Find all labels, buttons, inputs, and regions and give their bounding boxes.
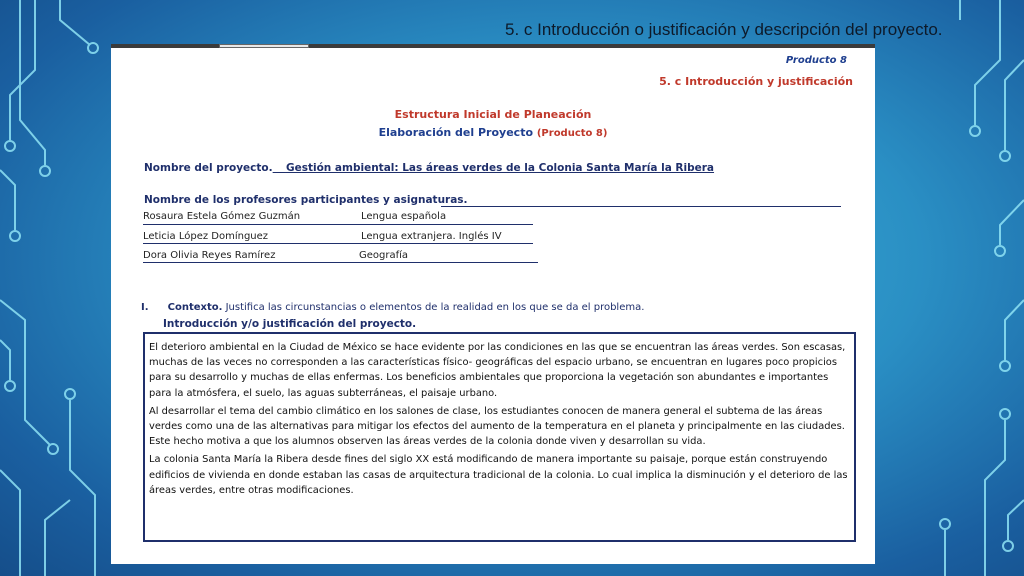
context-line bbox=[141, 302, 644, 313]
section-label: 5. c Introducción y justificación bbox=[659, 75, 853, 88]
document-subheading bbox=[111, 126, 875, 139]
document-heading: Estructura Inicial de Planeación bbox=[394, 108, 592, 121]
subheading-product: (Producto 8) bbox=[536, 128, 608, 139]
slide-title: 5. c Introducción o justificación y descripción del proyecto. bbox=[505, 20, 943, 39]
teacher-subject-2: Lengua extranjera. Inglés IV bbox=[361, 231, 502, 242]
teacher-rule-3 bbox=[143, 262, 538, 263]
teachers-label: Nombre de los profesores participantes y asignaturas. bbox=[144, 194, 468, 206]
teacher-name-3: Dora Olivia Reyes Ramírez bbox=[143, 250, 276, 261]
teacher-subject-1: Lengua española bbox=[361, 211, 447, 222]
project-name-label: Nombre del proyecto. bbox=[144, 162, 273, 174]
teacher-subject-3: Geografía bbox=[359, 250, 409, 261]
project-name-row bbox=[144, 162, 714, 174]
context-title: Contexto. bbox=[167, 302, 223, 313]
context-text: Justifica las circunstancias o elementos de la realidad en los que se da el problema. bbox=[225, 302, 645, 313]
teacher-name-2: Leticia López Domínguez bbox=[143, 231, 269, 242]
paragraph-2: Al desarrollar el tema del cambio climático en los salones de clase, los estudiantes conocen de manera general el subtema de las áreas verdes como una de las alternativas para mitigar los efectos del aumento de la temperatura en el planeta y principalmente en las ciudades. Este hecho motiva a que los alumnos observen las áreas verdes de la colonia donde viven y desarrollan su vida. bbox=[149, 405, 845, 448]
document-page bbox=[111, 44, 875, 564]
paragraph-1: El deterioro ambiental en la Ciudad de México se hace evidente por las condiciones en las que se encuentran las áreas verdes. Son escasas, muchas de las veces no corresponden a las características físico- geográficas del espacio urbano, se encuentran en lugares poco propicios para su desarrollo y muchas de ellas enfermas. Los beneficios ambientales que proporciona la vegetación son abundantes e importantes para la atmósfera, el suelo, las aguas subterráneas, el paisaje urbano. bbox=[149, 342, 846, 399]
context-number: I. bbox=[141, 302, 149, 313]
paragraph-3: La colonia Santa María la Ribera desde fines del siglo XX está modificando de manera importante su paisaje, porque están construyendo edificios de vivienda en donde estaban las casas de arquitectura tradicional de la colonia. Lo cual implica la disminución y el deterioro de las áreas verdes, entre otras modificaciones. bbox=[149, 454, 848, 496]
teacher-name-1: Rosaura Estela Gómez Guzmán bbox=[143, 211, 301, 222]
product-label: Producto 8 bbox=[785, 55, 847, 66]
project-name: Gestión ambiental: Las áreas verdes de la Colonia Santa María la Ribera bbox=[285, 162, 715, 174]
context-subtitle: Introducción y/o justificación del proyecto. bbox=[163, 318, 417, 330]
subheading-text: Elaboración del Proyecto bbox=[378, 126, 534, 139]
teacher-rule-2 bbox=[143, 243, 533, 244]
justification-box bbox=[143, 332, 856, 542]
toolbar-field bbox=[219, 44, 309, 48]
teachers-rule bbox=[441, 206, 841, 207]
teacher-rule-1 bbox=[143, 224, 533, 225]
